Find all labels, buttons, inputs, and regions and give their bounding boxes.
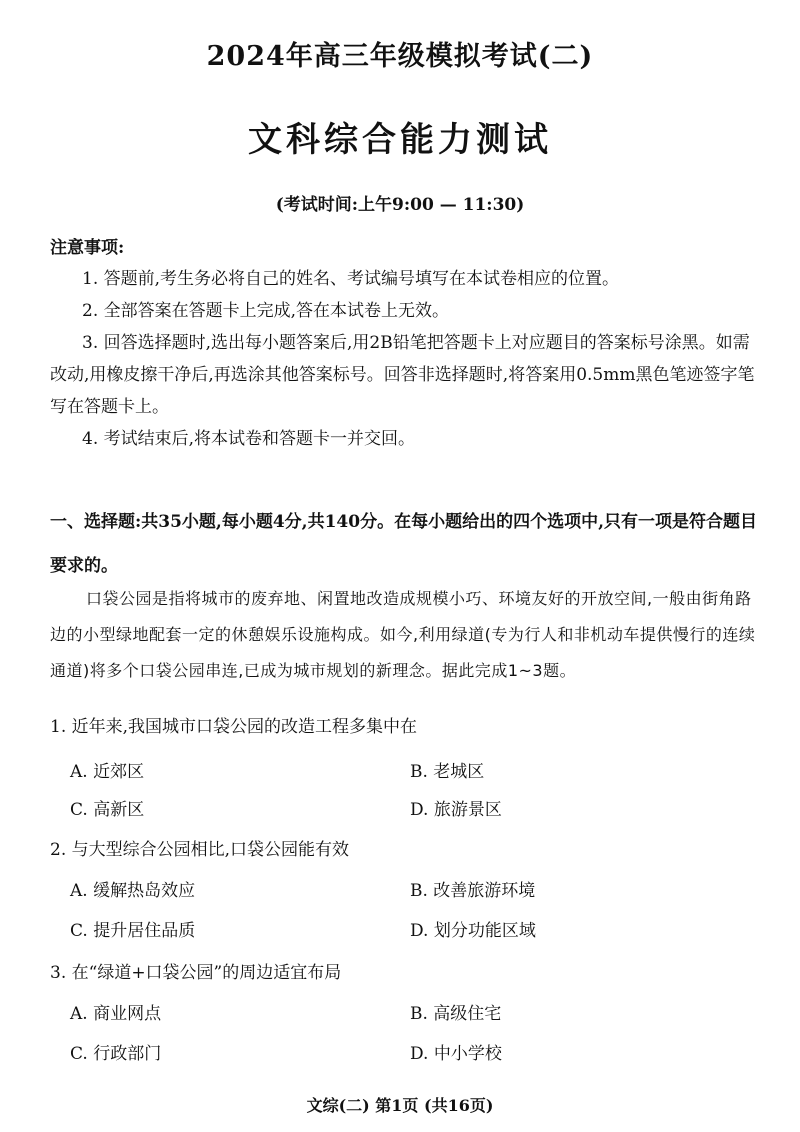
reading-passage: 口袋公园是指将城市的废弃地、闲置地改造成规模小巧、环境友好的开放空间,一般由街角路边的小型绿地配套一定的休憩娱乐设施构成。如今,利用绿道(专为行人和非机动车提供慢行的连续通道)将多个口袋公园串连,已成为城市规划的新理念。据此完成1~3题。 — [50, 589, 756, 680]
notice-item-3: 3. 回答选择题时,选出每小题答案后,用2B铅笔把答题卡上对应题目的答案标号涂黑。如需改动,用橡皮擦干净后,再选涂其他答案标号。回答非选择题时,将答案用0.5mm黑色笔迹签字笔写在答题卡上。 — [50, 333, 755, 417]
question-2-option-c: C. 提升居住品质 — [70, 921, 196, 941]
question-2-option-a: A. 缓解热岛效应 — [70, 881, 196, 901]
question-2-option-b: B. 改善旅游环境 — [410, 881, 536, 901]
question-3-option-b: B. 高级住宅 — [410, 1004, 502, 1024]
question-3-stem: 3. 在“绿道+口袋公园”的周边适宜布局 — [50, 963, 342, 983]
notice-item-1: 1. 答题前,考生务必将自己的姓名、考试编号填写在本试卷相应的位置。 — [82, 269, 620, 289]
exam-time: (考试时间:上午9:00 — 11:30) — [275, 195, 525, 215]
notice-item-4: 4. 考试结束后,将本试卷和答题卡一并交回。 — [82, 429, 416, 449]
question-1-option-b: B. 老城区 — [410, 762, 485, 782]
question-3-option-c: C. 行政部门 — [70, 1044, 162, 1064]
question-1-option-a: A. 近郊区 — [70, 762, 145, 782]
question-3-option-a: A. 商业网点 — [70, 1004, 162, 1024]
question-1-option-c: C. 高新区 — [70, 800, 145, 820]
exam-title: 文科综合能力测试 — [248, 120, 552, 160]
question-1-option-d: D. 旅游景区 — [410, 800, 502, 820]
page-footer: 文综(二) 第1页 (共16页) — [306, 1096, 494, 1115]
question-2-stem: 2. 与大型综合公园相比,口袋公园能有效 — [50, 840, 350, 860]
question-3-option-d: D. 中小学校 — [410, 1044, 502, 1064]
section-heading: 一、选择题:共35小题,每小题4分,共140分。在每小题给出的四个选项中,只有一项是符合题目要求的。 — [50, 512, 758, 576]
notice-heading: 注意事项: — [50, 238, 125, 258]
question-2-option-d: D. 划分功能区域 — [410, 921, 536, 941]
exam-subtitle: 2024年高三年级模拟考试(二) — [206, 41, 594, 72]
question-1-stem: 1. 近年来,我国城市口袋公园的改造工程多集中在 — [50, 717, 418, 737]
notice-item-2: 2. 全部答案在答题卡上完成,答在本试卷上无效。 — [82, 301, 450, 321]
